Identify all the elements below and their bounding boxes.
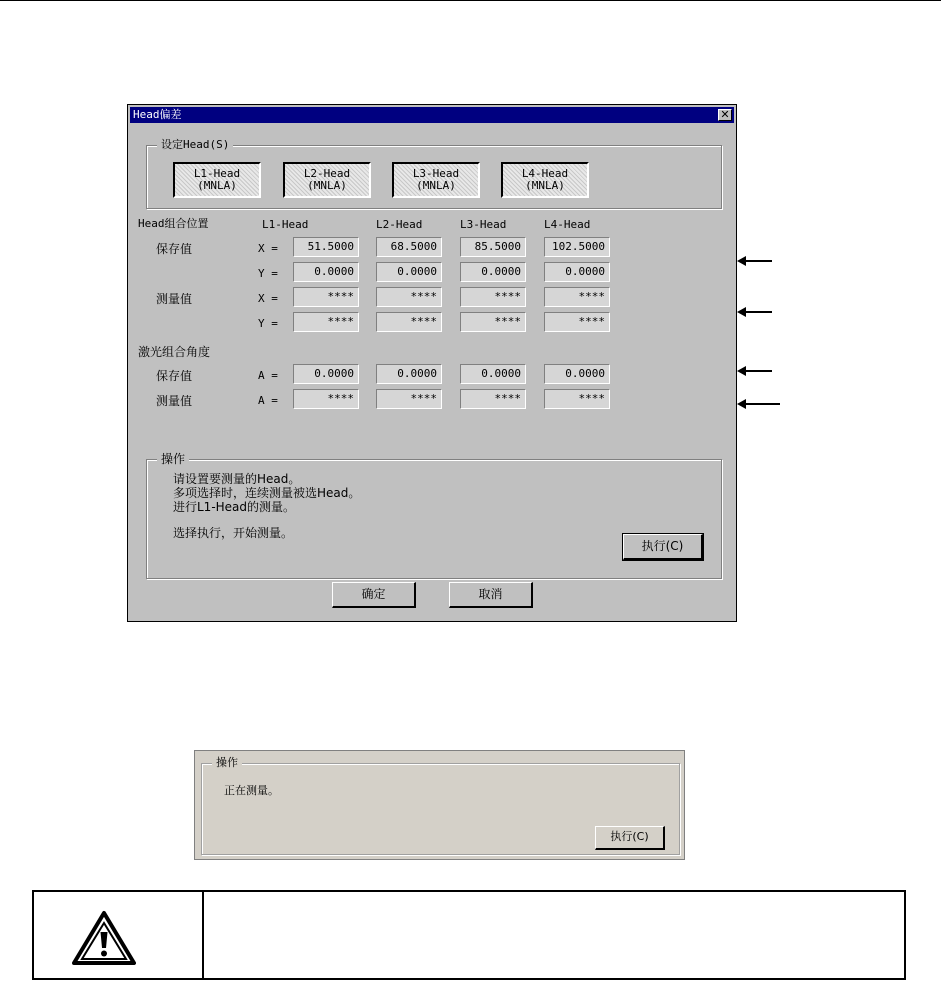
execute-button-measuring[interactable]: 执行(C) [595, 826, 665, 850]
measured-y-l2: **** [376, 312, 442, 332]
measured-a-l2: **** [376, 389, 442, 409]
measured-x-l1: **** [293, 287, 359, 307]
saved-y-l2: 0.0000 [376, 262, 442, 282]
head-toggle-l3[interactable] [392, 162, 480, 198]
dialog-title: Head偏差 [133, 108, 182, 121]
saved-x-l3: 85.5000 [460, 237, 526, 257]
close-icon: ✕ [720, 108, 730, 121]
head-toggle-l1-name: L1-Head [193, 167, 241, 180]
operation-group [146, 452, 722, 579]
operation-panel-measuring [194, 750, 685, 860]
head-toggle-l4-name: L4-Head [521, 167, 569, 180]
saved-a-l1: 0.0000 [293, 364, 359, 384]
saved-a-l4: 0.0000 [544, 364, 610, 384]
measured-y-l4: **** [544, 312, 610, 332]
head-toggle-l3-mode: (MNLA) [416, 179, 456, 192]
head-toggle-l4-mode: (MNLA) [525, 179, 565, 192]
head-toggle-l1[interactable] [173, 162, 261, 198]
cancel-button[interactable]: 取消 [449, 582, 533, 608]
caution-divider [202, 892, 204, 978]
measured-a-l3: **** [460, 389, 526, 409]
execute-button[interactable]: 执行(C) [623, 534, 703, 560]
callout-arrow-measured-position [737, 307, 772, 317]
measured-y-l1: **** [293, 312, 359, 332]
a-label: A = [258, 369, 278, 382]
a-label-measured: A = [258, 394, 278, 407]
x-label-measured: X = [258, 292, 278, 305]
saved-y-l3: 0.0000 [460, 262, 526, 282]
operation-legend: 操作 [157, 452, 189, 466]
measured-x-l2: **** [376, 287, 442, 307]
measured-a-l1: **** [293, 389, 359, 409]
saved-y-l4: 0.0000 [544, 262, 610, 282]
head-toggle-l4[interactable] [501, 162, 589, 198]
saved-a-l2: 0.0000 [376, 364, 442, 384]
head-toggle-l1-mode: (MNLA) [197, 179, 237, 192]
head-toggle-l3-name: L3-Head [412, 167, 460, 180]
column-header-l1: L1-Head [262, 218, 309, 231]
saved-a-l3: 0.0000 [460, 364, 526, 384]
measured-value-label: 测量值 [156, 292, 193, 306]
y-label-measured: Y = [258, 317, 278, 330]
saved-x-l2: 68.5000 [376, 237, 442, 257]
set-head-legend: 设定Head(S) [157, 138, 233, 152]
head-toggle-l2-name: L2-Head [303, 167, 351, 180]
saved-x-l4: 102.5000 [544, 237, 610, 257]
column-header-l3: L3-Head [460, 218, 507, 231]
dialog-titlebar [130, 107, 734, 123]
head-toggle-l2-mode: (MNLA) [307, 179, 347, 192]
operation-line-4: 选择执行，开始测量。 [173, 526, 294, 540]
column-header-l2: L2-Head [376, 218, 423, 231]
callout-arrow-saved-angle [737, 366, 772, 376]
close-button[interactable] [718, 109, 732, 121]
saved-value-label: 保存值 [156, 242, 193, 256]
measured-x-l3: **** [460, 287, 526, 307]
operation-line-2: 多项选择时，连续测量被选Head。 [173, 486, 361, 500]
laser-measured-label: 测量值 [156, 394, 193, 408]
operation-line-3: 进行L1-Head的测量。 [173, 500, 296, 514]
callout-arrow-saved-position [737, 256, 772, 266]
operation-line-1: 请设置要测量的Head。 [173, 472, 301, 486]
y-label: Y = [258, 267, 278, 280]
measured-y-l3: **** [460, 312, 526, 332]
operation-group-measuring [201, 756, 680, 855]
laser-angle-section-label: 激光组合角度 [138, 345, 211, 359]
set-head-group [146, 138, 722, 209]
measuring-message: 正在测量。 [224, 784, 279, 797]
head-position-section-label: Head组合位置 [138, 217, 209, 230]
saved-x-l1: 51.5000 [293, 237, 359, 257]
saved-y-l1: 0.0000 [293, 262, 359, 282]
column-header-l4: L4-Head [544, 218, 591, 231]
callout-arrow-measured-angle [737, 399, 780, 409]
warning-icon [72, 910, 136, 966]
measured-x-l4: **** [544, 287, 610, 307]
head-offset-dialog [127, 104, 737, 622]
ok-button[interactable]: 确定 [332, 582, 416, 608]
operation-legend-measuring: 操作 [212, 756, 242, 770]
head-toggle-l2[interactable] [283, 162, 371, 198]
measured-a-l4: **** [544, 389, 610, 409]
laser-saved-label: 保存值 [156, 369, 193, 383]
page-top-rule [0, 0, 941, 1]
caution-table [32, 890, 906, 980]
x-label: X = [258, 242, 278, 255]
